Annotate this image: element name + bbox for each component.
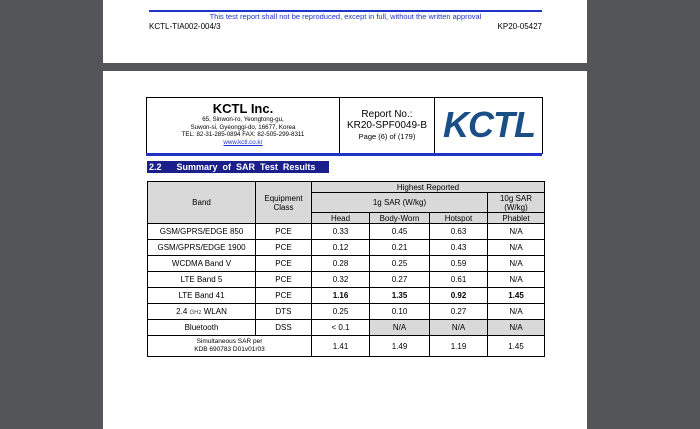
report-label: Report No.: (361, 109, 413, 120)
header-head: Head (312, 213, 370, 224)
logo-text: KCTL (443, 104, 535, 145)
hotspot-sar-cell: N/A (430, 320, 488, 336)
kctl-logo (435, 98, 542, 153)
band-technology: WLAN (203, 307, 227, 316)
band-cell (148, 304, 256, 320)
body-sar-cell: 0.25 (370, 256, 430, 272)
equipment-cell: PCE (256, 224, 312, 240)
band-cell: WCDMA Band V (148, 256, 256, 272)
table-row (148, 240, 545, 256)
table-row (148, 288, 545, 304)
website-link[interactable]: www.kctl.co.kr (223, 138, 263, 146)
table-row (148, 320, 545, 336)
simultaneous-hotspot-cell: 1.19 (430, 336, 488, 357)
simultaneous-sar-row (148, 336, 545, 357)
body-sar-cell: 0.45 (370, 224, 430, 240)
hotspot-sar-cell: 0.27 (430, 304, 488, 320)
equipment-cell: PCE (256, 272, 312, 288)
footer-form-code: KCTL-TIA002-004/3 (149, 22, 221, 31)
head-sar-cell: 0.12 (312, 240, 370, 256)
equipment-cell: PCE (256, 288, 312, 304)
hotspot-sar-cell: 0.63 (430, 224, 488, 240)
table-row (148, 224, 545, 240)
simultaneous-sar-label-line1: Simultaneous SAR per (196, 338, 263, 345)
table-header-row (148, 182, 545, 193)
table-row (148, 272, 545, 288)
simultaneous-body-cell: 1.49 (370, 336, 430, 357)
header-highest-reported: Highest Reported (312, 182, 545, 193)
head-sar-cell: 0.28 (312, 256, 370, 272)
hotspot-sar-cell: 0.92 (430, 288, 488, 304)
report-number: KR20-SPF0049-B (346, 120, 428, 131)
head-sar-cell: 0.32 (312, 272, 370, 288)
band-cell: LTE Band 41 (148, 288, 256, 304)
header-1g-sar: 1g SAR (W/kg) (312, 193, 488, 213)
phablet-sar-cell: N/A (488, 272, 545, 288)
body-sar-cell: 1.35 (370, 288, 430, 304)
equipment-cell: PCE (256, 240, 312, 256)
header-10g-sar: 10g SAR (W/kg) (488, 193, 545, 213)
head-sar-cell: 1.16 (312, 288, 370, 304)
footer-note: This test report shall not be reproduced, except in full, without the written approval (209, 12, 482, 21)
simultaneous-phablet-cell: 1.45 (488, 336, 545, 357)
report-header (146, 97, 543, 154)
band-cell: Bluetooth (148, 320, 256, 336)
body-sar-cell: N/A (370, 320, 430, 336)
simultaneous-sar-label-line2: KDB 690783 D01v01r03 (194, 346, 265, 353)
hotspot-sar-cell: 0.43 (430, 240, 488, 256)
phablet-sar-cell: N/A (488, 304, 545, 320)
address-line-1: 65, Sinwon-ro, Yeongtong-gu, (202, 116, 284, 123)
header-hotspot: Hotspot (430, 213, 488, 224)
simultaneous-sar-label (148, 336, 312, 357)
table-row (148, 256, 545, 272)
equipment-cell: DSS (256, 320, 312, 336)
header-rule (146, 153, 542, 156)
report-number-block (340, 98, 435, 153)
phablet-sar-cell: 1.45 (488, 288, 545, 304)
band-frequency: 2.4 (176, 307, 188, 316)
band-cell: GSM/GPRS/EDGE 1900 (148, 240, 256, 256)
hotspot-sar-cell: 0.61 (430, 272, 488, 288)
phablet-sar-cell: N/A (488, 256, 545, 272)
simultaneous-head-cell: 1.41 (312, 336, 370, 357)
body-sar-cell: 0.21 (370, 240, 430, 256)
page-info: Page (6) of (179) (358, 132, 416, 141)
band-unit: GHz (189, 310, 202, 316)
report-page (103, 71, 587, 429)
table-row (148, 304, 545, 320)
body-sar-cell: 0.10 (370, 304, 430, 320)
phablet-sar-cell: N/A (488, 240, 545, 256)
equipment-cell: PCE (256, 256, 312, 272)
header-equipment-class: Equipment Class (256, 182, 312, 224)
company-name: KCTL Inc. (212, 101, 274, 116)
contact-line: TEL: 82-31-285-0894 FAX: 82-505-299-8311 (181, 131, 305, 139)
phablet-sar-cell: N/A (488, 320, 545, 336)
phablet-sar-cell: N/A (488, 224, 545, 240)
header-phablet: Phablet (488, 213, 545, 224)
sar-summary-table (147, 181, 545, 357)
equipment-cell: DTS (256, 304, 312, 320)
band-cell: LTE Band 5 (148, 272, 256, 288)
body-sar-cell: 0.27 (370, 272, 430, 288)
address-line-2: Suwon-si, Gyeonggi-do, 16677, Korea (190, 123, 296, 131)
head-sar-cell: 0.33 (312, 224, 370, 240)
hotspot-sar-cell: 0.59 (430, 256, 488, 272)
header-body-worn: Body-Worn (370, 213, 430, 224)
head-sar-cell: 0.25 (312, 304, 370, 320)
footer-document-code: KP20-05427 (497, 22, 542, 31)
header-band: Band (148, 182, 256, 224)
previous-page (103, 0, 587, 63)
band-cell: GSM/GPRS/EDGE 850 (148, 224, 256, 240)
company-block (147, 98, 340, 153)
head-sar-cell: < 0.1 (312, 320, 370, 336)
section-title: 2.2 Summary of SAR Test Results (147, 161, 329, 173)
